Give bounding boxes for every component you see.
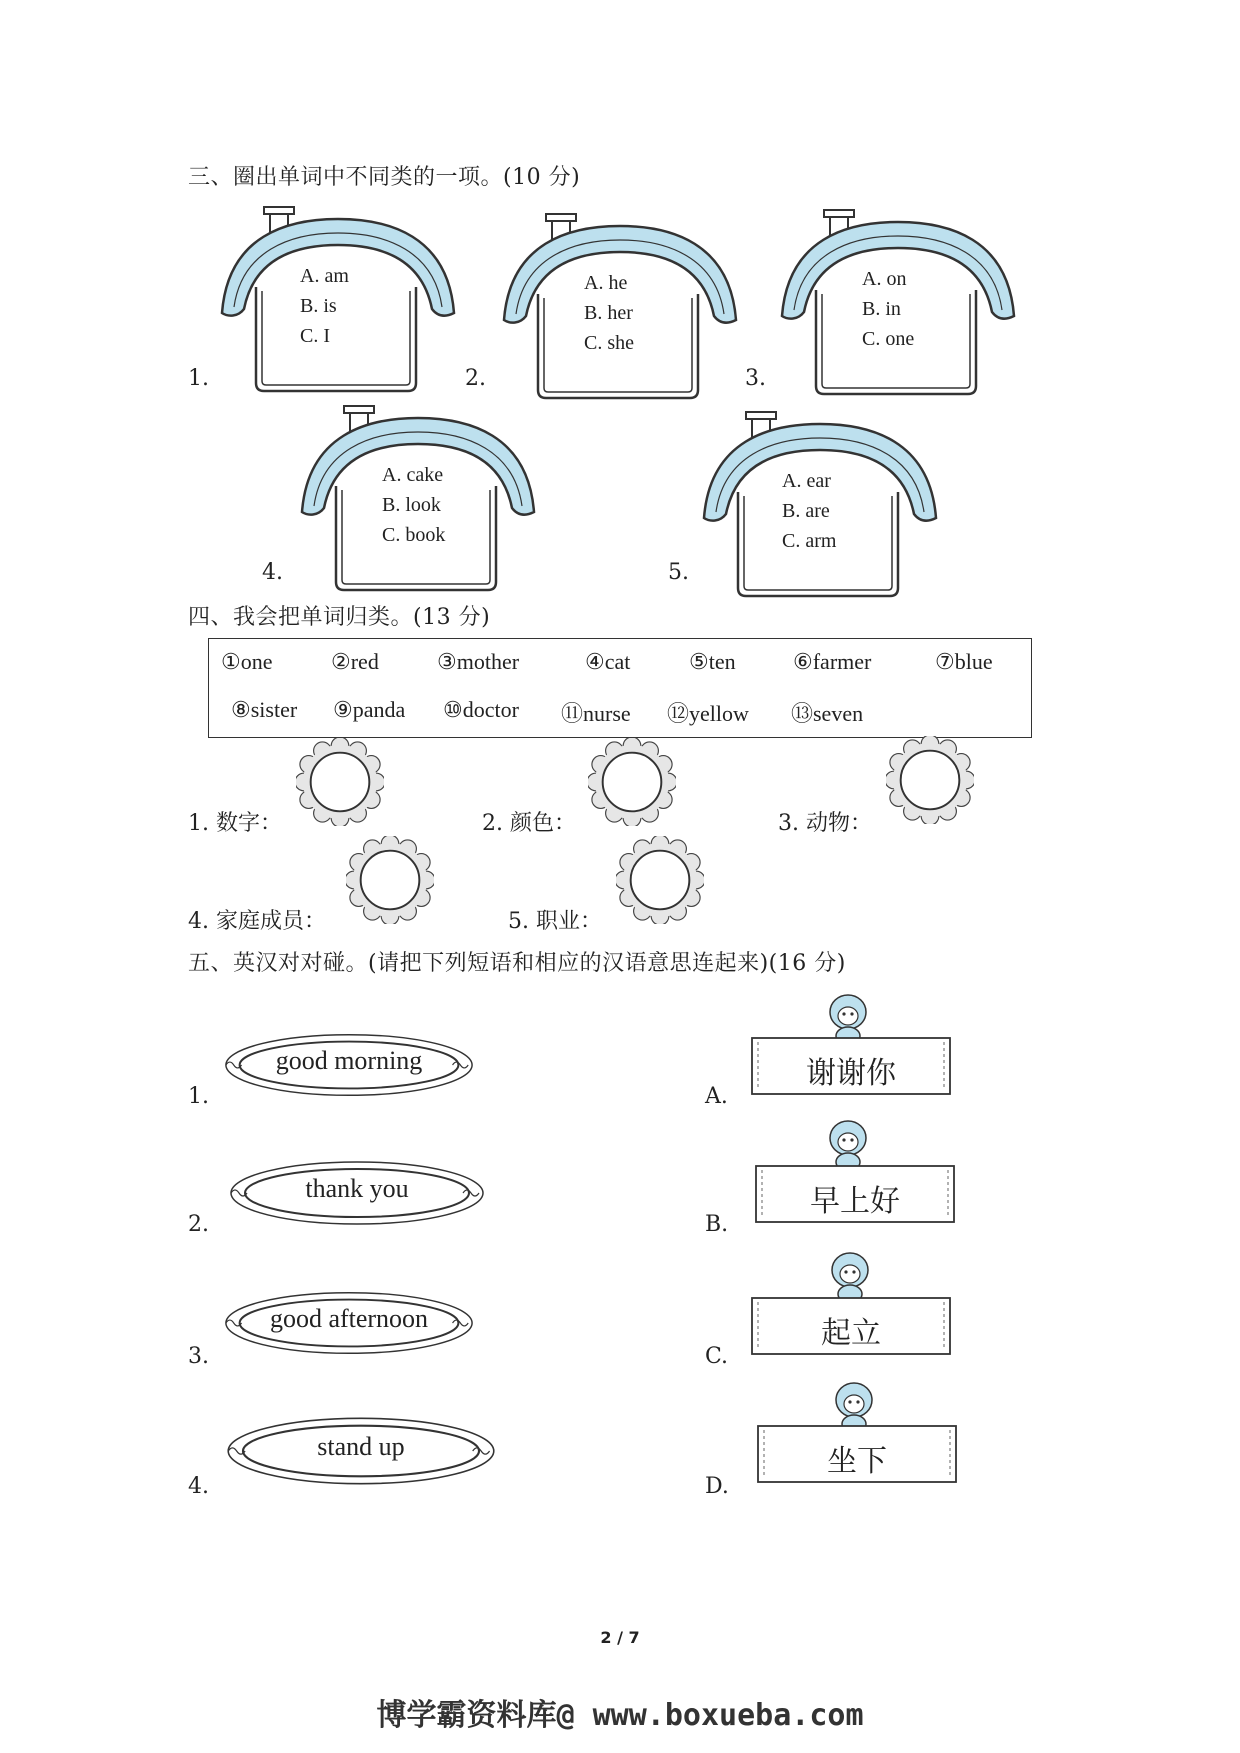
meaning-card-a[interactable] — [746, 1036, 956, 1096]
flower-answer-box-2[interactable] — [588, 738, 676, 826]
option-a[interactable]: A. am — [300, 265, 349, 287]
category-family: 4. 家庭成员： — [188, 909, 326, 934]
option-a[interactable]: A. he — [584, 272, 628, 294]
section-4-title: 四、我会把单词归类。(13 分) — [188, 605, 491, 630]
item-number: 1. — [188, 366, 209, 391]
flower-answer-box-3[interactable] — [886, 736, 974, 824]
phrase-good-morning[interactable] — [222, 1030, 476, 1100]
category-animals: 3. 动物： — [778, 811, 872, 836]
option-c[interactable]: C. one — [862, 328, 915, 350]
item-letter: A. — [705, 1084, 728, 1109]
word: ③mother — [437, 649, 520, 674]
word: ⑧sister — [231, 697, 298, 722]
word: ⑤ten — [689, 649, 736, 674]
item-letter: D. — [705, 1474, 729, 1499]
meaning-text: 谢谢你 — [806, 1056, 896, 1091]
word: ⑦blue — [935, 649, 993, 674]
meaning-text: 早上好 — [810, 1184, 900, 1219]
word-bank — [208, 638, 1032, 738]
option-b[interactable]: B. her — [584, 302, 633, 324]
item-letter: B. — [705, 1212, 729, 1237]
phrase-text: good morning — [275, 1046, 423, 1075]
word: ⑥farmer — [793, 649, 872, 674]
phrase-stand-up[interactable] — [224, 1414, 498, 1488]
item-number: 4. — [188, 1474, 209, 1499]
word: ②red — [331, 649, 379, 674]
option-b[interactable]: B. is — [300, 295, 337, 317]
house-4 — [298, 404, 538, 594]
phrase-text: good afternoon — [269, 1304, 429, 1333]
meaning-card-d[interactable] — [752, 1424, 962, 1484]
option-c[interactable]: C. she — [584, 332, 634, 354]
meaning-card-b[interactable] — [750, 1164, 960, 1224]
word: ⑫yellow — [667, 701, 749, 726]
item-number: 1. — [188, 1084, 209, 1109]
page-number: 2 / 7 — [600, 1628, 640, 1647]
item-number: 2. — [188, 1212, 209, 1237]
phrase-text: stand up — [317, 1432, 405, 1461]
phrase-text: thank you — [305, 1174, 409, 1203]
item-number: 4. — [262, 560, 283, 585]
item-number: 3. — [745, 366, 766, 391]
option-c[interactable]: C. arm — [782, 530, 837, 552]
category-numbers: 1. 数字： — [188, 811, 282, 836]
item-number: 3. — [188, 1344, 209, 1369]
flower-answer-box-5[interactable] — [616, 836, 704, 924]
meaning-card-c[interactable] — [746, 1296, 956, 1356]
item-number: 2. — [465, 366, 486, 391]
section-3-title: 三、圈出单词中不同类的一项。(10 分) — [188, 165, 581, 190]
house-3 — [778, 208, 1018, 398]
flower-answer-box-1[interactable] — [296, 738, 384, 826]
house-5 — [700, 410, 940, 600]
phrase-thank-you[interactable] — [226, 1158, 488, 1228]
option-a[interactable]: A. cake — [382, 464, 444, 486]
item-number: 5. — [668, 560, 689, 585]
word: ④cat — [585, 649, 631, 674]
watermark: 博学霸资料库@ www.boxueba.com — [376, 1698, 864, 1733]
option-c[interactable]: C. I — [300, 325, 330, 347]
option-b[interactable]: B. look — [382, 494, 441, 516]
house-1 — [218, 205, 458, 395]
flower-answer-box-4[interactable] — [346, 836, 434, 924]
phrase-good-afternoon[interactable] — [222, 1288, 476, 1358]
section-5-title: 五、英汉对对碰。(请把下列短语和相应的汉语意思连起来)(16 分) — [188, 951, 846, 976]
category-colors: 2. 颜色： — [482, 811, 576, 836]
meaning-text: 起立 — [821, 1316, 881, 1351]
word: ⑪nurse — [561, 701, 631, 726]
item-letter: C. — [705, 1344, 729, 1369]
option-c[interactable]: C. book — [382, 524, 446, 546]
category-jobs: 5. 职业： — [508, 909, 602, 934]
option-a[interactable]: A. on — [862, 268, 907, 290]
word: ①one — [221, 649, 273, 674]
word: ⑨panda — [333, 697, 406, 722]
option-b[interactable]: B. in — [862, 298, 901, 320]
word: ⑬seven — [791, 701, 864, 726]
option-b[interactable]: B. are — [782, 500, 830, 522]
option-a[interactable]: A. ear — [782, 470, 831, 492]
meaning-text: 坐下 — [827, 1444, 887, 1479]
house-2 — [500, 212, 740, 402]
word: ⑩doctor — [443, 697, 519, 722]
